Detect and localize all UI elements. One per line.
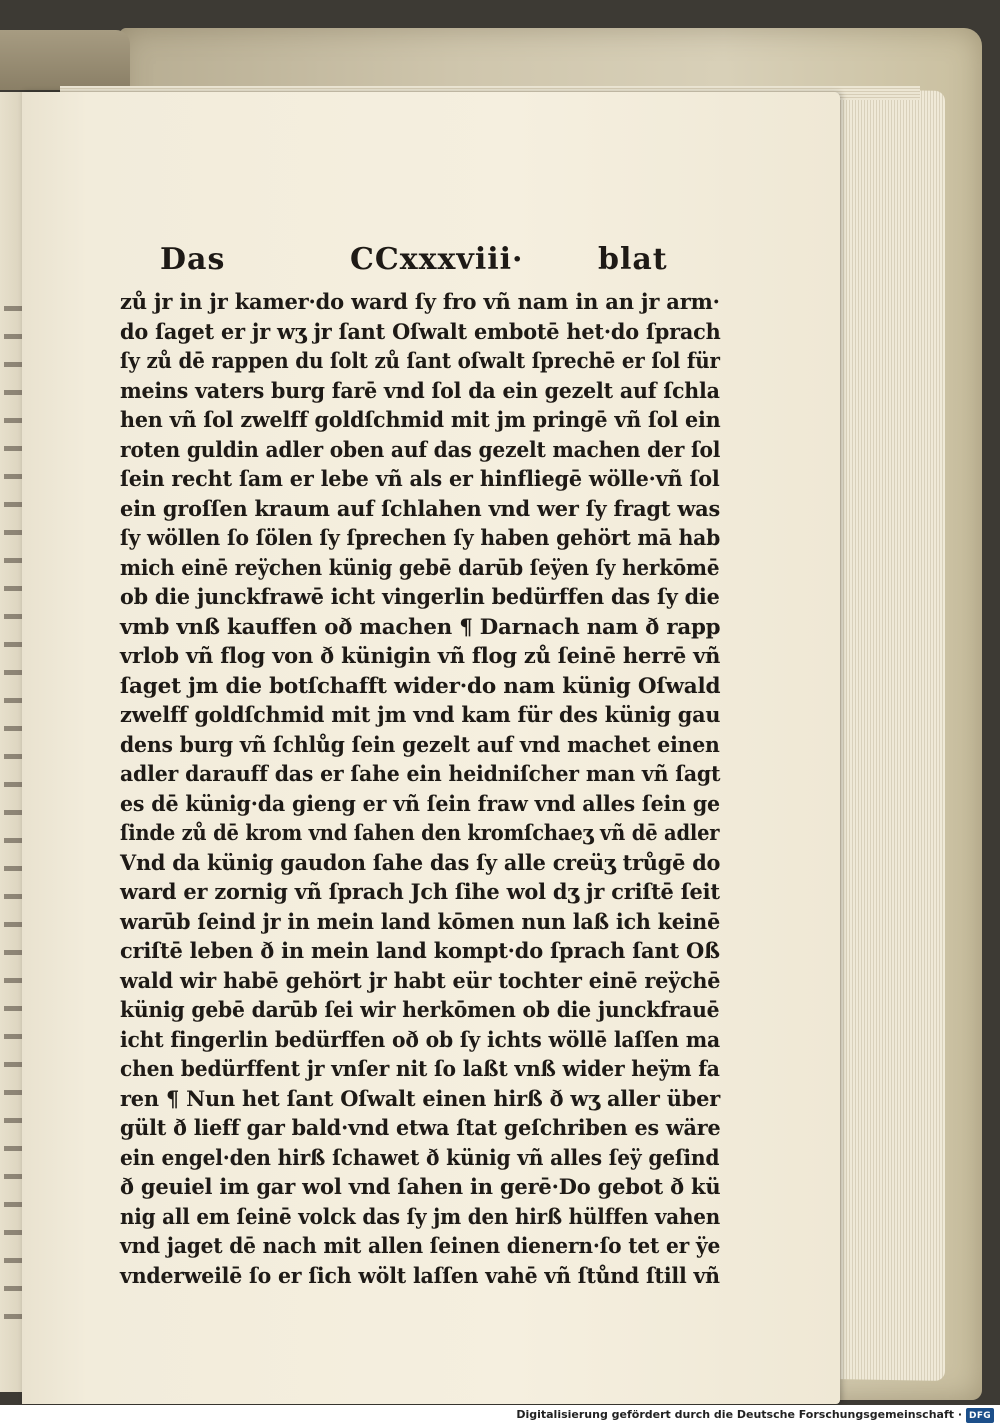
text-line: es dē künig·da gieng er vñ ſein fraw vnd alles ſein ge [120,791,720,817]
text-line: ſaget jm die botſchafft wider·do nam künig Oſwald [120,673,721,699]
footer-bar [0,1405,1000,1427]
text-line: criſtē leben ð in mein land kompt·do ſprach ſant Oß [120,939,720,964]
text-line: künig gebē darūb ſei wir herkōmen ob die junckfrauē [120,998,720,1023]
dfg-logo: DFG [966,1408,994,1423]
text-line: zů jr in jr kamer·do ward ſy fro vñ nam in an jr arm· [120,290,720,315]
text-line: adler darauff das er ſahe ein heidniſcher man vñ ſagt [120,762,721,787]
text-line: ð geuiel im gar wol vnd ſahen in gerē·Do gebot ð kü [120,1175,721,1200]
text-line: ſein recht ſam er lebe vñ als er hinfliegē wölle·vñ ſol [120,467,720,492]
text-line: ein engel·den hirß ſchawet ð künig vñ alles ſeÿ geſind [120,1145,720,1171]
text-line: ob die junckfrawē icht vingerlin bedürffen das ſy die [120,585,720,610]
text-line: ſinde zů dē krom vnd ſahen den kromſchaeʒ vñ dē adler [120,821,720,846]
text-line: Vnd da künig gaudon ſahe das ſy alle creüʒ trůgē do [120,850,721,876]
text-line: ward er zornig vñ ſprach Jch ſihe wol dʒ jr criſtē ſeit [120,880,720,905]
text-line: vnd jaget dē nach mit allen ſeinen dienern·ſo tet er ÿe [120,1234,721,1259]
text-line: dens burg vñ ſchlůg ſein gezelt auf vnd machet einen [120,732,720,758]
text-line: nig all em ſeinē volck das ſy jm den hirß hülffen vahen [120,1204,721,1230]
folio-number: CCxxxviii· [350,242,524,277]
text-line: vnderweilē ſo er ſich wölt laſſen vahē vñ ſtůnd ſtill vñ [120,1263,720,1289]
printed-page [22,92,840,1404]
text-line: do ſaget er jr wʒ jr ſant Oſwalt embotē het·do ſprach [120,319,721,345]
text-line: warūb ſeind jr in mein land kōmen nun laß ich keinē [120,909,721,935]
text-line: zwelff goldſchmid mit jm vnd kam für des künig gau [120,703,721,728]
header-right: blat [598,242,668,277]
page-block-edge [835,89,945,1381]
text-line: chen bedürffent jr vnſer nit ſo laßt vnß wider heÿm fa [120,1057,720,1082]
header-left: Das [160,242,226,277]
facing-page-text-fragments [4,292,24,1342]
text-line: ren ¶ Nun het ſant Oſwalt einen hirß ð wʒ aller über [120,1086,721,1112]
book-spine [0,30,130,90]
text-line: ſy zů dē rappen du ſolt zů ſant oſwalt ſprechē er ſol für [120,349,720,374]
text-line: meins vaters burg farē vnd ſol da ein gezelt auf ſchla [120,378,720,404]
funding-credit: Digitalisierung gefördert durch die Deutsche Forschungsgemeinschaft · [516,1408,962,1421]
text-line: gült ð lieff gar bald·vnd etwa ſtat geſchriben es wäre [120,1116,721,1141]
text-line: icht fingerlin bedürffen oð ob ſy ichts wöllē laſſen ma [120,1027,721,1053]
text-line: vmb vnß kauffen oð machen ¶ Darnach nam ð rapp [120,614,721,640]
text-line: ein groſſen kraum auf ſchlahen vnd wer ſy fragt was [120,496,721,522]
running-header [120,242,720,286]
text-block [120,242,720,1291]
text-line: roten guldin adler oben auf das gezelt machen der ſol [120,437,721,463]
text-line: mich einē reÿchen künig gebē darūb ſeÿen ſy herkōmē [120,555,720,581]
text-line: wald wir habē gehört jr habt eür tochter einē reÿchē [120,968,721,994]
text-line: vrlob vñ flog von ð künigin vñ flog zů ſeinē herrē vñ [120,644,721,669]
body-text [120,288,720,1291]
text-line: ſy wöllen ſo ſölen ſy ſprechen ſy haben gehört mā hab [120,526,721,551]
text-line: hen vñ ſol zwelff goldſchmid mit jm pringē vñ ſol ein [120,408,721,433]
